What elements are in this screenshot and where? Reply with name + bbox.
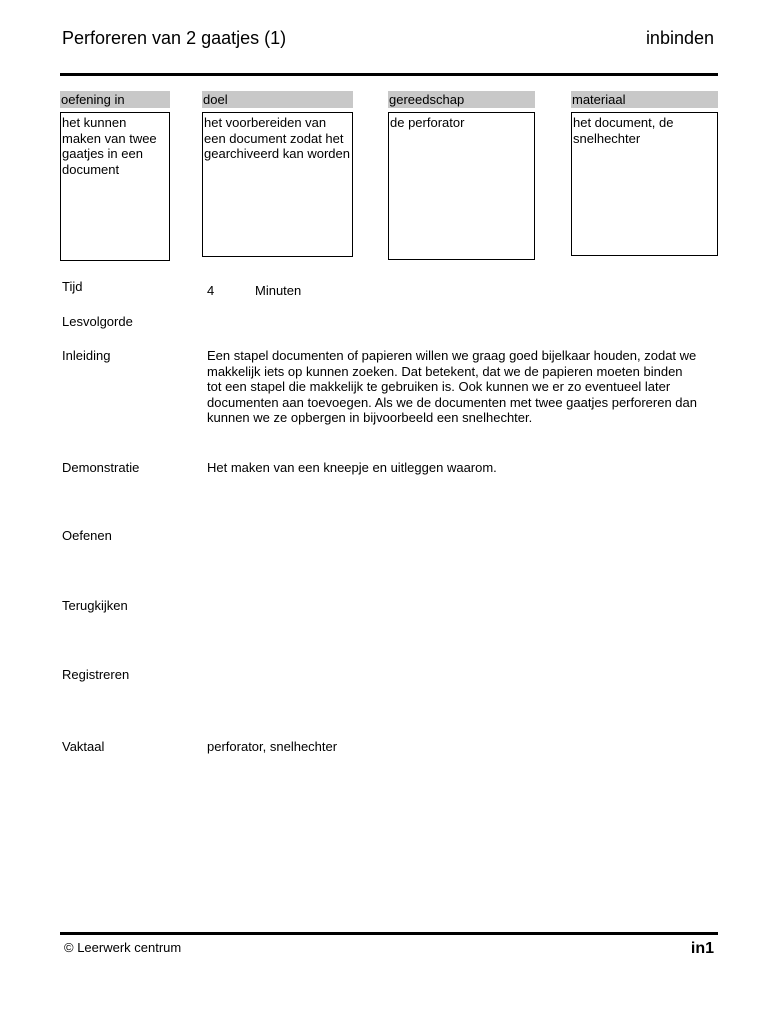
page-code: in1 — [690, 940, 714, 957]
column-box-gereedschap: de perforator — [388, 112, 535, 260]
column-box-materiaal: het document, de snelhechter — [571, 112, 718, 256]
label-registreren: Registreren — [62, 667, 130, 682]
column-heading-gereedschap: gereedschap — [388, 91, 535, 108]
category-label: inbinden — [645, 28, 714, 48]
vaktaal-text: perforator, snelhechter — [207, 739, 338, 754]
column-heading-oefening: oefening in — [60, 91, 170, 108]
demonstratie-text: Het maken van een kneepje en uitleggen waarom. — [207, 460, 497, 475]
column-box-oefening: het kunnen maken van twee gaatjes in een document — [60, 112, 170, 261]
header-divider — [60, 73, 718, 76]
label-tijd: Tijd — [62, 279, 83, 294]
inleiding-text: Een stapel documenten of papieren willen we graag goed bijelkaar houden, zodat we makkelijk iets op kunnen zoeken. Dat betekent, dat we de papieren moeten binden tot een stapel die makkelijk te gebruiken is. Ook kunnen we er zo eventueel later documenten aan toevoegen. Als we de documenten met twee gaatjes perforeren dan kunnen we ze opbergen in bijvoorbeeld een snelhechter. — [207, 348, 697, 426]
label-oefenen: Oefenen — [62, 528, 112, 543]
copyright-text: © Leerwerk centrum — [64, 940, 182, 955]
label-vaktaal: Vaktaal — [62, 739, 105, 754]
label-terugkijken: Terugkijken — [62, 598, 128, 613]
tijd-amount: 4 — [207, 283, 215, 298]
tijd-unit: Minuten — [255, 283, 302, 298]
label-lesvolgorde: Lesvolgorde — [62, 314, 133, 329]
label-inleiding: Inleiding — [62, 348, 111, 363]
label-demonstratie: Demonstratie — [62, 460, 140, 475]
page-title: Perforeren van 2 gaatjes (1) — [62, 28, 287, 48]
column-heading-materiaal: materiaal — [571, 91, 718, 108]
column-box-doel: het voorbereiden van een document zodat het gearchiveerd kan worden — [202, 112, 353, 257]
column-heading-doel: doel — [202, 91, 353, 108]
footer-divider — [60, 932, 718, 935]
